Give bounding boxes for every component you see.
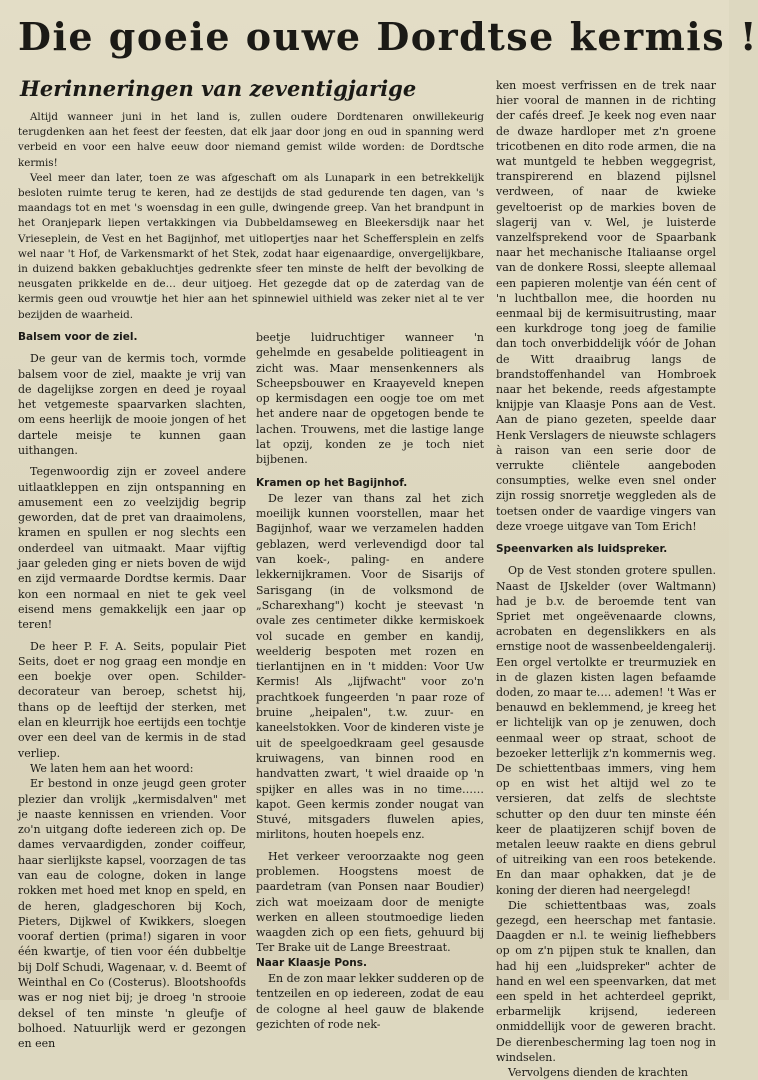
- heading-kramen: Kramen op het Bagijnhof.: [256, 476, 408, 489]
- heading-balsem: Balsem voor de ziel.: [18, 331, 138, 343]
- heading-speenvarken: Speenvarken als luidspreker.: [496, 543, 668, 556]
- article-subtitle: Herinneringen van zeventigjarige: [20, 76, 417, 101]
- heading-klaasje-pons: Naar Klaasje Pons.: [256, 956, 367, 969]
- col1-paragraph-3: De heer P. F. A. Seits, populair Piet Seits, doet er nog graag een mondje en een boekje over open. Schilder-decorateur van beroep, schetst hij, thans op de leeftijd der sterken, met elan en kleurrijk hoe eertijds een tochtje over een deel van de kermis in de stad verliep.: [18, 639, 246, 760]
- col2-paragraph-2: De lezer van thans zal het zich moeilijk kunnen voorstellen, maar het Bagijnhof, waar we verzamelen hadden geblazen, werd verlevendigd door tal van koek-, paling- en andere lekkernijkramen. Voor de Sisarijs of Sarisgang (in de volksmond de „Scharexhang") kocht je steevast 'n ovale zes centimeter dikke kermiskoek vol sucade en gember en kandij, weelderig bespoten met rozen en tierlantijnen en in 't midden: Voor Uw Kermis! Als „lijfwacht" voor zo'n prachtkoek fungeerden 'n paar roze of bruine „heipalen", t.w. zuur- en kaneelstokken. Voor de kinderen viste je uit de speelgoedkraam geel gesausde kruiwagens, van binnen rood en handvatten zwart, 't wiel draaide op 'n spijker en alles was in no time…… kapot. Geen kermis zonder nougat van Stuvé, mitsgaders fluwelen apies, mirlitons, houten hoepels enz.: [256, 491, 484, 842]
- col2-paragraph-3: Het verkeer veroorzaakte nog geen problemen. Hoogstens moest de paardetram (van Ponsen naar Boudier) zich wat moeizaam door de menigte werken en alleen stoutmoedige lieden waagden zich op een fiets, gehuurd bij Ter Brake uit de Lange Breestraat.: [256, 849, 484, 955]
- col3-paragraph-3: Die schiettentbaas was, zoals gezegd, een heerschap met fantasie. Daagden er n.l. te weinig liefhebbers op om z'n pijpen stuk te knallen, dan had hij een „luidspreker" achter de hand en wel een speenvarken, dat met een speld in het achterdeel geprikt, erbarmelijk krijsend, iedereen onmiddellijk voor de geweren bracht. De dierenbescherming lag toen nog in windselen.: [496, 898, 716, 1064]
- col2-paragraph-4: En de zon maar lekker sudderen op de tentzeilen en op iedereen, zodat de eau de cologne al heel gauw de blakende gezichten of rode nek-: [256, 971, 484, 1031]
- column-3: [496, 78, 716, 1079]
- col3-paragraph-1: ken moest verfrissen en de trek naar hier vooral de mannen in de richting der cafés dreef. Je keek nog even naar de dwaze hardloper met z'n groene tricotbenen en dito rode armen, die na wat muntgeld te hebben weggegrist, transpirerend en blazend pijlsnel verdween, of naar de kwieke geveltoerist op de markies boven de slagerij van v. Wel, je luisterde vanzelfsprekend voor de Spaarbank naar het mechanische Italiaanse orgel van de donkere Rossi, sleepte allemaal een papieren molentje van één cent of 'n luchtballon mee, die hoorden nu eenmaal bij de kermisuitrusting, maar een kurkdroge tong joeg de familie dan toch onverbiddelijk vóór de Johan de Witt draaibrug langs de brandstoffenhandel van Hombroek naar het bekende, reeds afgestampte knijpje van Klaasje Pons aan de Vest. Aan de piano gezeten, speelde daar Henk Verslagers de nieuwste schlagers à raison van een serie door de verrukte cliëntele aangeboden consumpties, welke even snel onder zijn rossig snorretje weggleden als de toetsen onder de vaardige vingers van deze vroege uitgave van Tom Erich!: [496, 79, 716, 533]
- col1-paragraph-2: Tegenwoordig zijn er zoveel andere uitlaatkleppen en zijn ontspanning en amusement een zo veelzijdig begrip geworden, dat de pret van draaimolens, kramen en spullen er nog slechts een onderdeel van uitmaakt. Maar vijftig jaar geleden ging er niets boven de wijd en zijd vermaarde Dordtse kermis. Daar kon een normaal en niet te gek veel eisend mens gemakkelijk een jaar op teren!: [18, 465, 246, 632]
- col1-paragraph-4: We laten hem aan het woord:: [30, 761, 194, 775]
- col1-paragraph-5: Er bestond in onze jeugd geen groter plezier dan vrolijk „kermisdalven" met je naaste kennissen en vrienden. Voor zo'n uitgang dofte iedereen zich op. De dames vervaardigden, zonder coiffeur, haar sierlijkste kapsel, voorzagen de tas van eau de cologne, doken in lange rokken met hoed met knop en speld, en de heren, gladgeschoren bij Koch, Pieters, Dijkwel of Kwikkers, sloegen vooraf dertien (prima!) sigaren in voor één kwartje, of tien voor één dubbeltje bij Dolf Schudi, Wagenaar, v. d. Beemt of Weinthal en Co (Costerus). Blootshoofds was er nog niet bij; je droeg 'n strooie deksel of ten minste 'n gleufje of bolhoed. Natuurlijk werd er gezongen en een: [18, 777, 246, 1051]
- intro-block: [18, 110, 484, 322]
- col1-paragraph-1: De geur van de kermis toch, vormde balsem voor de ziel, maakte je vrij van de dagelijkse zorgen en deed je royaal het vetgemeste spaarvarken slachten, om eens heerlijk de mooie jongen of het dartele meisje te kunnen gaan uithangen.: [18, 352, 246, 457]
- column-1: [18, 330, 246, 1051]
- intro-paragraph-1: Altijd wanneer juni in het land is, zullen oudere Dordtenaren onwillekeurig terugdenken aan het feest der feesten, dat elk jaar door jong en oud in spanning werd verbeid en voor een halve eeuw door niemand gemist wilde worden: de Dordtsche kermis!: [18, 111, 484, 169]
- column-2: [256, 330, 484, 1031]
- article-title: Die goeie ouwe Dordtse kermis !: [18, 14, 758, 59]
- col2-paragraph-1: beetje luidruchtiger wanneer 'n gehelmde en gesabelde politieagent in zicht was. Maar mensenkenners als Scheepsbouwer en Kraayeveld knepen op kermisdagen een oogje toe om met het andere naar de opgetogen bende te lachen. Trouwens, met die lastige lange lat opzij, konden ze je toch niet bijbenen.: [256, 331, 484, 467]
- col3-paragraph-2: Op de Vest stonden grotere spullen. Naast de IJskelder (over Waltmann) had je b.v. de beroemde tent van Spriet met ongeëvenaarde clowns, acrobaten en degenslikkers en als ernstige noot de wassenbeeldengalerij. Een orgel vertolkte er treurmuziek en in de glazen kisten lagen befaamde doden, zo maar te…. ademen! 't Was er benauwd en beklemmend, je kreeg het er lichtelijk van op je zenuwen, doch eenmaal weer op straat, schoot de bezoeker letterlijk z'n kommernis weg. De schiettentbaas immers, ving hem op en wist het altijd wel zo te versieren, dat zelfs de slechtste schutter op den duur ten minste één keer de plaatijzeren schijf boven de metalen leeuw raakte en diens gebrul of uitreiking van een roos betekende. En dan maar ophakken, dat je de koning der dieren had neergelegd!: [496, 564, 716, 897]
- col3-paragraph-4: Vervolgens dienden de krachten: [508, 1066, 688, 1079]
- intro-paragraph-2: Veel meer dan later, toen ze was afgeschaft om als Lunapark in een betrekkelijk besloten ruimte terug te keren, had ze destijds de stad gedurende ten dagen, van 's maandags tot en met 's woensdag in een gulle, dwingende greep. Van het brandpunt in het Oranjepark liepen vertakkingen via Dubbeldamseweg en Bleekersdijk naar het Vrieseplein, de Vest en het Bagijnhof, met uitlopertjes naar het Scheffersplein en zelfs wel naar 't Hof, de Varkensmarkt of het Stek, zodat haar eigenaardige, onvergelijkbare, in duizend bakken gebakluchtjes gedrenkte sfeer ten minste de helft der bevolking de neusgaten prikkelde en de… deur uitjoeg. Het gezegde dat op de zaterdag van de kermis geen oud vrouwtje het hier aan het spinnewiel uithield was zeker niet al te ver bezijden de waarheid.: [18, 171, 484, 321]
